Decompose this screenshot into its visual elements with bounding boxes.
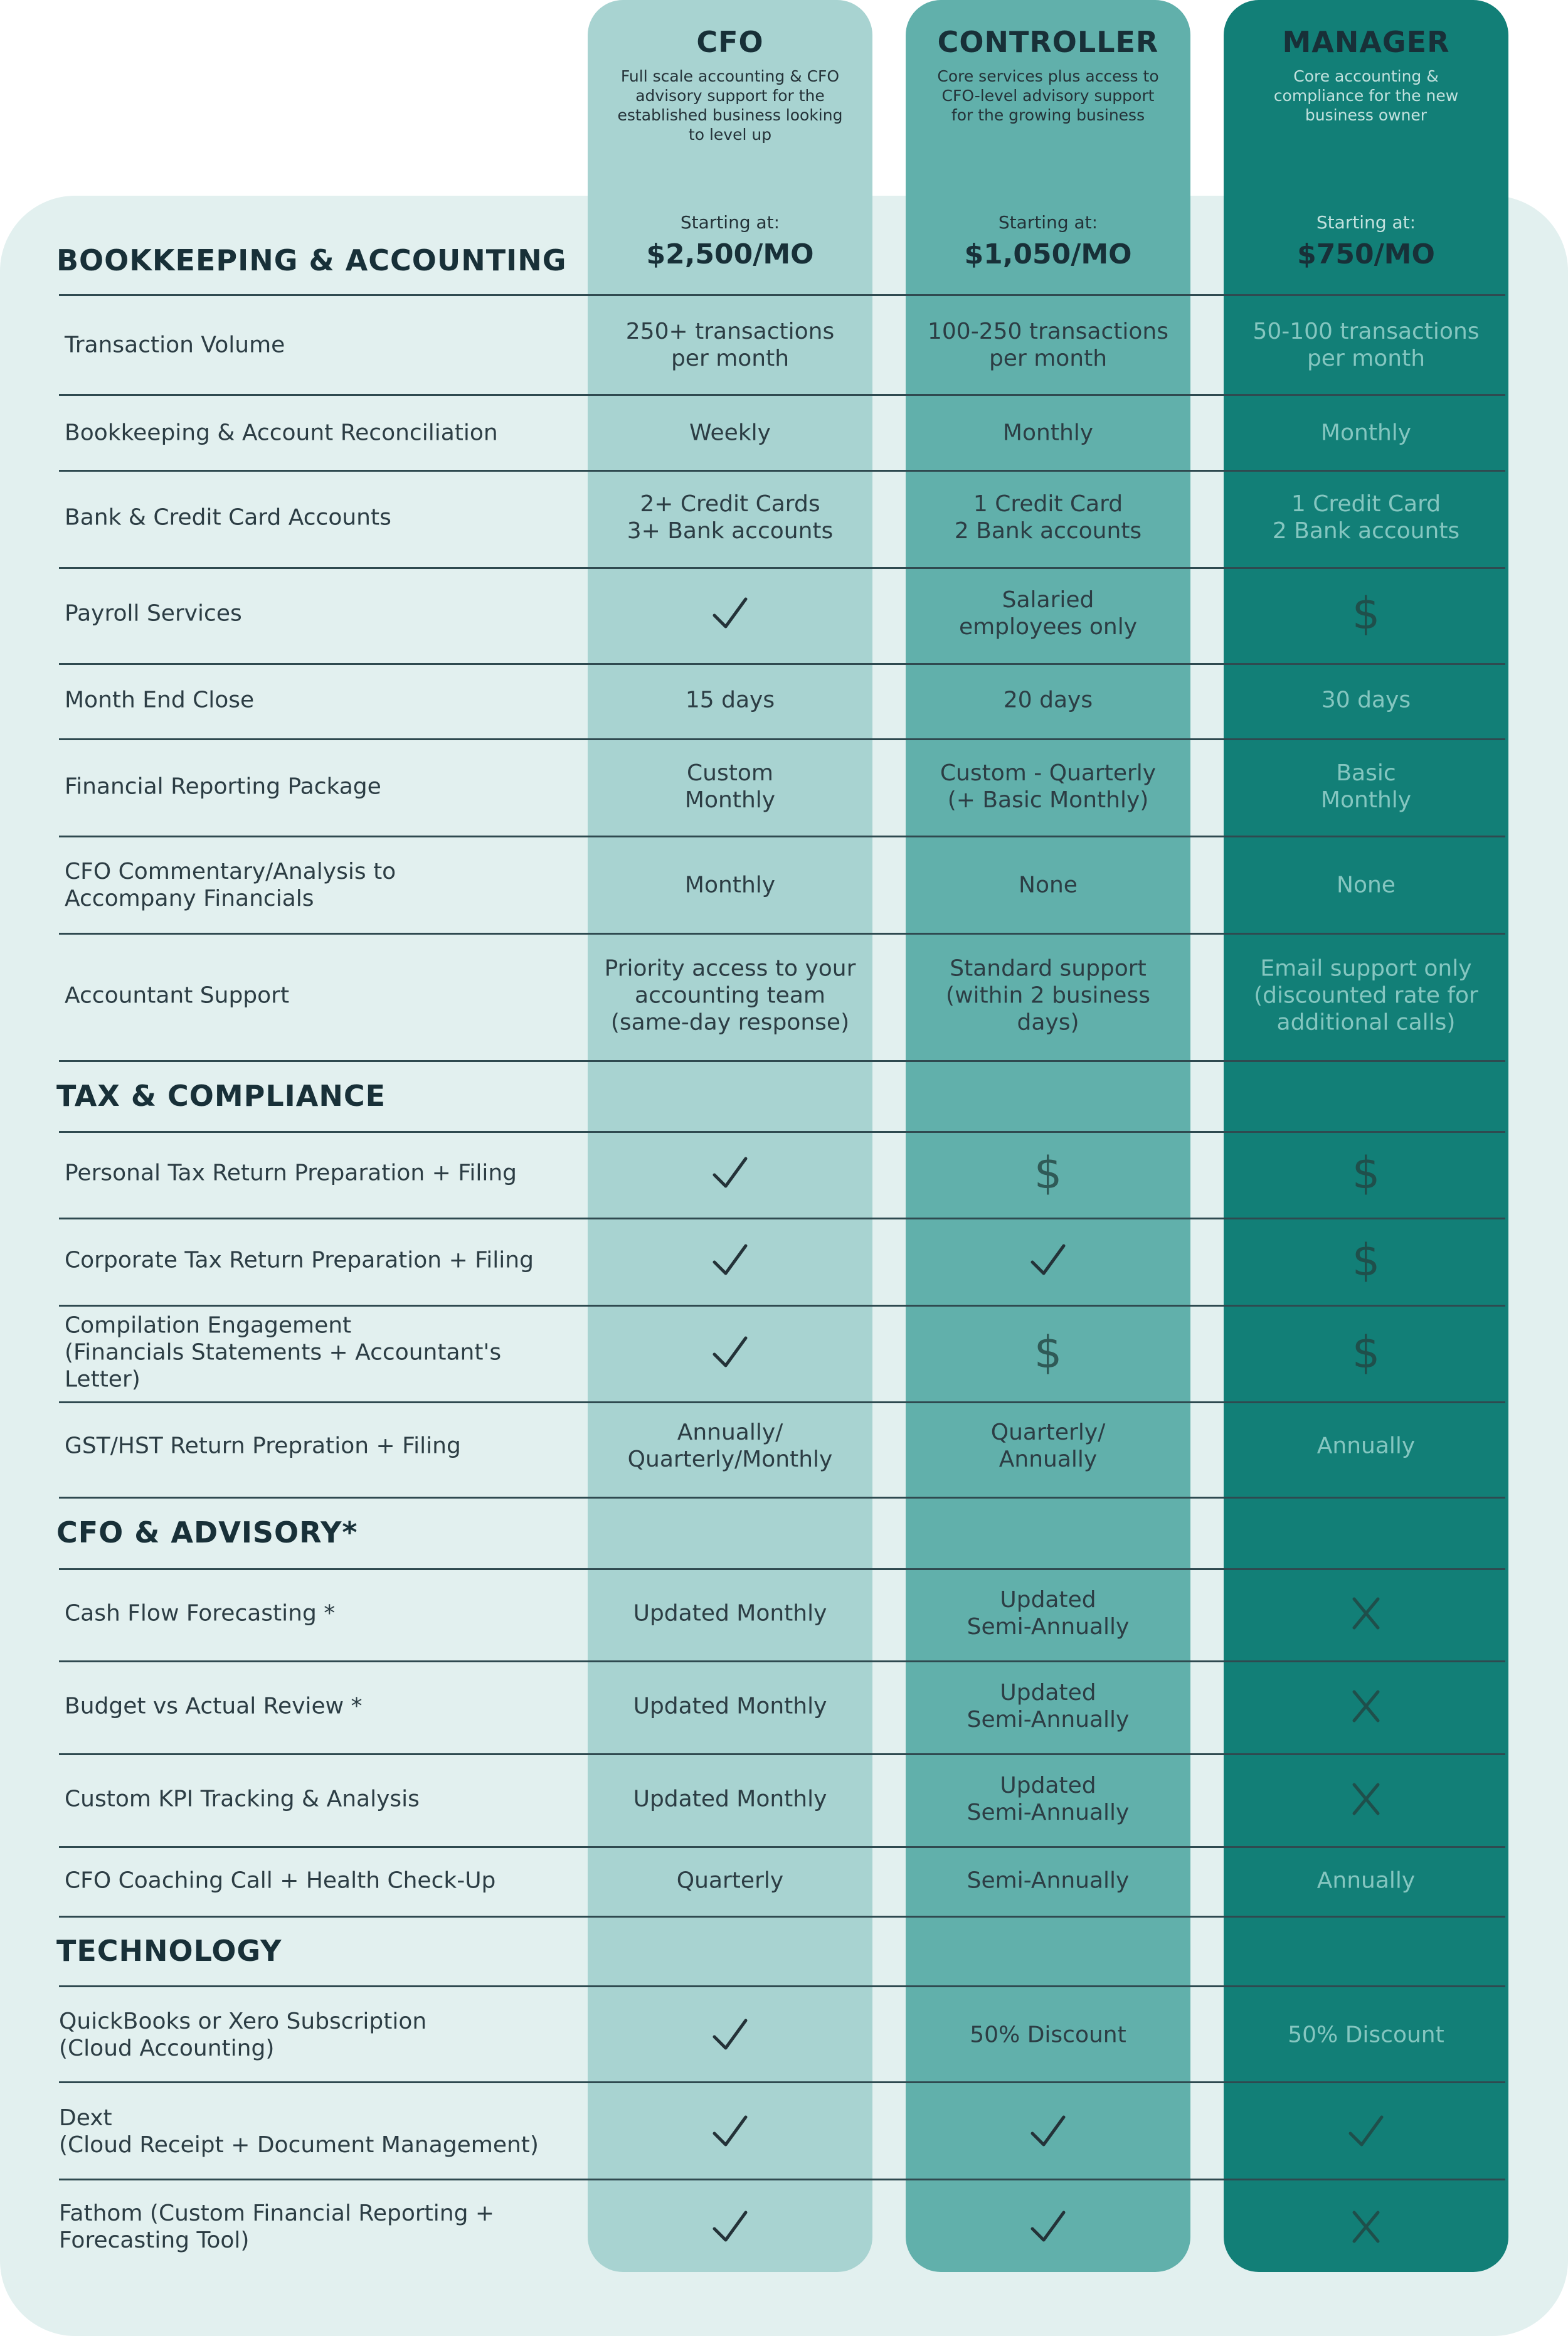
checkmark-icon [906, 1238, 1190, 1282]
x-icon [1224, 2205, 1508, 2249]
feature-label: Dext (Cloud Receipt + Document Management) [59, 2105, 539, 2158]
feature-label: Transaction Volume [65, 332, 285, 358]
row-divider [59, 394, 1505, 396]
feature-label: Bookkeeping & Account Reconciliation [65, 420, 498, 446]
plan-cell-value: Weekly [689, 420, 771, 446]
plan-starting-label: Starting at: [1316, 212, 1416, 233]
feature-label: QuickBooks or Xero Subscription (Cloud Accounting) [59, 2009, 427, 2061]
feature-label: Month End Close [65, 687, 255, 713]
plan-cell-value: 1 Credit Card 2 Bank accounts [954, 491, 1142, 544]
plan-cell-value: 1 Credit Card 2 Bank accounts [1272, 491, 1460, 544]
feature-label: Fathom (Custom Financial Reporting + Forecasting Tool) [59, 2201, 495, 2253]
plan-cell-value: Annually [1316, 1867, 1416, 1894]
feature-label: Personal Tax Return Preparation + Filing [65, 1160, 517, 1186]
dollar-icon: $ [1034, 1147, 1062, 1199]
plan-description: Core accounting & compliance for the new business owner [1273, 67, 1459, 124]
plan-cell-value: Updated Monthly [633, 1786, 827, 1812]
plan-price: $750/MO [1297, 238, 1435, 270]
feature-label: CFO Coaching Call + Health Check-Up [65, 1867, 496, 1894]
row-divider [59, 1568, 1505, 1570]
row-divider [59, 2179, 1505, 2180]
row-divider [59, 738, 1505, 740]
plan-cell-value: 50% Discount [970, 2022, 1126, 2048]
plan-cell-value: Updated Monthly [633, 1600, 827, 1627]
row-divider [59, 663, 1505, 665]
plan-cell-value: 250+ transactions per month [625, 319, 835, 371]
checkmark-icon [588, 1238, 872, 1282]
feature-label: Compilation Engagement (Financials Statements + Accountant's Letter) [65, 1312, 502, 1393]
feature-label: Budget vs Actual Review * [65, 1693, 363, 1719]
checkmark-icon [588, 1151, 872, 1195]
plan-cell-value: 50% Discount [1288, 2022, 1444, 2048]
row-divider [59, 1401, 1505, 1403]
row-divider [59, 1305, 1505, 1307]
row-divider [59, 1753, 1505, 1755]
plan-cell-value: Priority access to your accounting team (same-day response) [604, 955, 856, 1036]
plan-cell-value: 15 days [685, 687, 775, 713]
plan-cell-value: Standard support (within 2 business days) [946, 955, 1150, 1036]
row-divider [59, 1060, 1505, 1062]
section-heading-advisory: CFO & ADVISORY* [56, 1516, 358, 1549]
plan-cell-value: Quarterly [676, 1867, 784, 1894]
row-divider [59, 836, 1505, 837]
dollar-icon: $ [1352, 1327, 1380, 1378]
plan-cell-value: Semi-Annually [967, 1867, 1130, 1894]
plan-description: Core services plus access to CFO-level advisory support for the growing business [937, 67, 1159, 124]
plan-name: CFO [696, 25, 764, 59]
plan-cell-value: Monthly [1002, 420, 1094, 446]
plan-cell-value: Updated Semi-Annually [967, 1680, 1130, 1733]
row-divider [59, 933, 1505, 935]
dollar-icon: $ [1352, 1147, 1380, 1199]
checkmark-icon [588, 2013, 872, 2057]
checkmark-icon [588, 1330, 872, 1374]
feature-label: Accountant Support [65, 982, 290, 1009]
plan-price: $1,050/MO [964, 238, 1132, 270]
checkmark-icon [588, 2205, 872, 2249]
row-divider [59, 1497, 1505, 1499]
row-divider [59, 2081, 1505, 2083]
checkmark-icon [1224, 2110, 1508, 2153]
feature-label: CFO Commentary/Analysis to Accompany Financials [65, 859, 396, 911]
plan-cell-value: Monthly [1320, 420, 1412, 446]
dollar-icon: $ [1352, 588, 1380, 639]
dollar-icon: $ [1352, 1234, 1380, 1286]
row-divider [59, 1218, 1505, 1219]
row-divider [59, 1846, 1505, 1848]
row-divider [59, 567, 1505, 569]
plan-cell-value: Salaried employees only [958, 587, 1138, 640]
plan-cell-value: 50-100 transactions per month [1253, 319, 1480, 371]
row-divider [59, 1985, 1505, 1987]
plan-price: $2,500/MO [646, 238, 814, 270]
row-divider [59, 1131, 1505, 1133]
checkmark-icon [588, 592, 872, 635]
plan-cell-value: None [1337, 872, 1396, 898]
x-icon [1224, 1777, 1508, 1821]
plan-starting-label: Starting at: [680, 212, 780, 233]
plan-starting-label: Starting at: [998, 212, 1098, 233]
plan-description: Full scale accounting & CFO advisory support for the established business looking to level up [617, 67, 843, 144]
plan-cell-value: 100-250 transactions per month [928, 319, 1168, 371]
plan-name: MANAGER [1282, 25, 1450, 59]
plan-cell-value: 20 days [1003, 687, 1093, 713]
plan-cell-value: Annually/ Quarterly/Monthly [627, 1420, 833, 1472]
feature-label: Payroll Services [65, 600, 242, 627]
row-divider [59, 1660, 1505, 1662]
plan-cell-value: Updated Monthly [633, 1693, 827, 1719]
feature-label: Financial Reporting Package [65, 773, 381, 800]
plan-cell-value: 30 days [1321, 687, 1411, 713]
plan-cell-value: Quarterly/ Annually [990, 1420, 1106, 1472]
section-heading-technology: TECHNOLOGY [56, 1934, 282, 1968]
x-icon [1224, 1591, 1508, 1635]
row-divider [59, 1916, 1505, 1918]
section-heading-tax: TAX & COMPLIANCE [56, 1079, 386, 1113]
row-divider [59, 294, 1505, 296]
plan-cell-value: None [1019, 872, 1078, 898]
feature-label: GST/HST Return Prepration + Filing [65, 1433, 461, 1459]
plan-cell-value: 2+ Credit Cards 3+ Bank accounts [627, 491, 834, 544]
feature-label: Bank & Credit Card Accounts [65, 504, 391, 531]
feature-label: Custom KPI Tracking & Analysis [65, 1786, 420, 1812]
row-divider [59, 470, 1505, 472]
plan-cell-value: Custom - Quarterly (+ Basic Monthly) [940, 760, 1157, 813]
plan-cell-value: Annually [1316, 1433, 1416, 1459]
plan-cell-value: Email support only (discounted rate for additional calls) [1254, 955, 1478, 1036]
feature-label: Corporate Tax Return Preparation + Filing [65, 1247, 534, 1273]
feature-label: Cash Flow Forecasting * [65, 1600, 336, 1627]
plan-cell-value: Updated Semi-Annually [967, 1773, 1130, 1825]
plan-cell-value: Updated Semi-Annually [967, 1587, 1130, 1640]
dollar-icon: $ [1034, 1327, 1062, 1378]
plan-cell-value: Custom Monthly [684, 760, 776, 813]
plan-cell-value: Monthly [684, 872, 776, 898]
checkmark-icon [906, 2110, 1190, 2153]
section-heading-bookkeeping: BOOKKEEPING & ACCOUNTING [56, 243, 567, 277]
checkmark-icon [906, 2205, 1190, 2249]
plan-cell-value: Basic Monthly [1320, 760, 1412, 813]
checkmark-icon [588, 2110, 872, 2153]
plan-name: CONTROLLER [937, 25, 1159, 59]
x-icon [1224, 1684, 1508, 1728]
